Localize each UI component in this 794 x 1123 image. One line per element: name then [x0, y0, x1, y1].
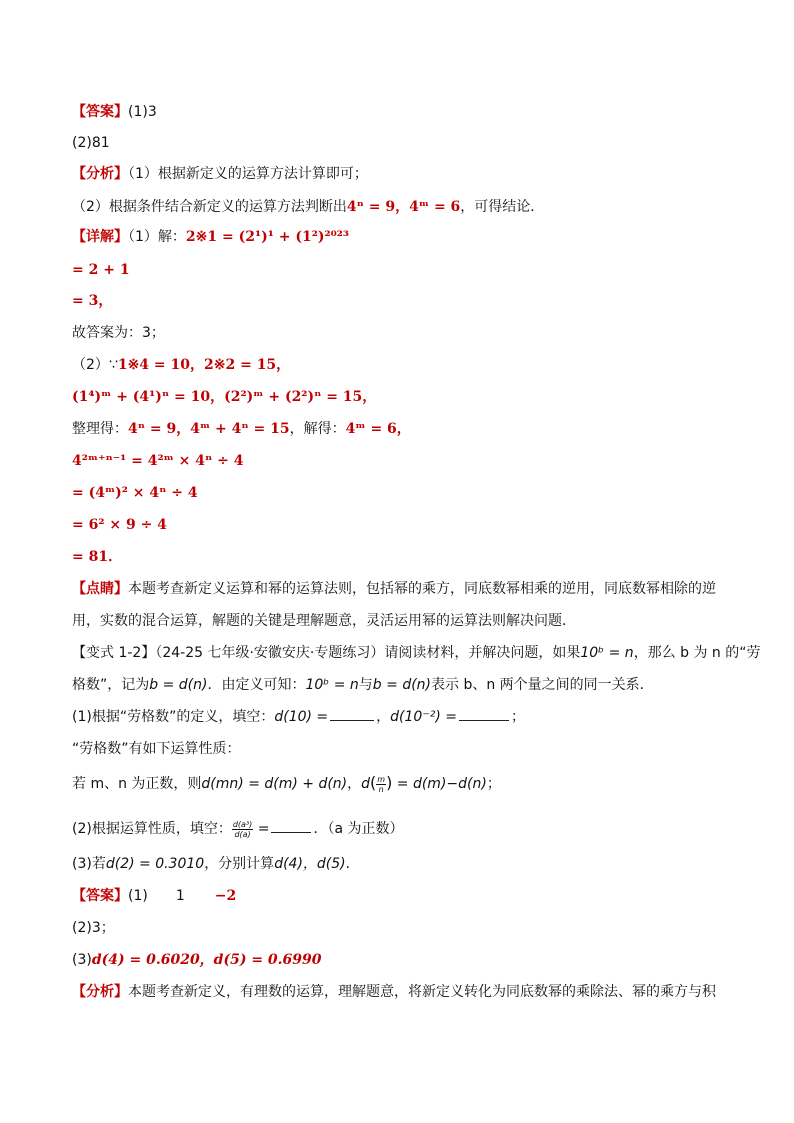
detail-equation: 2※1 = (2¹)¹ + (1²)²⁰²³: [185, 229, 349, 245]
variant-answer-tag: 【答案】: [72, 888, 128, 904]
analysis-2-math: 4ⁿ = 9，4ᵐ = 6: [346, 199, 461, 215]
part2-line-3: [72, 418, 734, 440]
simplify-math: 4ⁿ = 9，4ᵐ + 4ⁿ = 15: [128, 421, 290, 437]
variant-analysis-tag: 【分析】: [72, 984, 128, 1000]
fraction-den: n: [378, 784, 384, 794]
conclusion: 故答案为：3；: [72, 325, 165, 341]
intro2-math-b: b = d(n): [149, 677, 208, 693]
analysis-1: （1）根据新定义的运算方法计算即可；: [128, 166, 368, 182]
part2-equation-2: (1⁴)ᵐ + (4¹)ⁿ = 10，(2²)ᵐ + (2²)ⁿ = 15，: [72, 389, 377, 405]
property-title-line: [72, 738, 734, 760]
variant-analysis-text: 本题考查新定义，有理数的运算，理解题意，将新定义转化为同底数幂的乘除法、幂的乘方与积: [128, 984, 716, 1000]
calc-1: 4²ᵐ⁺ⁿ⁻¹ = 4²ᵐ × 4ⁿ ÷ 4: [72, 453, 244, 469]
q1-blank-1[interactable]: [330, 706, 374, 721]
property-fraction: [376, 775, 386, 794]
q1-math-2: d(10⁻²) =: [390, 709, 457, 725]
q2-text: (2)根据运算性质，填空：: [72, 821, 232, 837]
intro2-text-a: 格数”，记为: [72, 677, 150, 693]
property-line: 若 m、n 为正数，则d(mn) = d(m) + d(n)，d( $\frac{m}{n}$ ) = d(m)−d(n)；: [72, 773, 501, 794]
ans1-value-1: 1: [175, 888, 185, 904]
property-title: “劳格数”有如下运算性质：: [72, 741, 241, 757]
analysis-2-post: ，可得结论．: [460, 199, 545, 215]
property-d: d: [361, 776, 371, 792]
ans1-label: (1): [128, 888, 148, 904]
q2-eq: =: [253, 821, 270, 837]
comment-text-2: 用，实数的混合运算，解题的关键是理解题意，灵活运用幂的运算法则解决问题．: [72, 613, 576, 629]
variant-answer-line-1: [72, 885, 734, 907]
detail-tag: 【详解】: [72, 229, 128, 245]
intro2-text-g: 表示 b、n 两个量之间的同一关系．: [431, 677, 654, 693]
part2-equation: 1※4 = 10，2※2 = 15，: [117, 357, 291, 373]
variant-intro-text-2: ，那么 b 为 n 的“劳: [633, 645, 761, 661]
part2-because: （2）∵: [72, 357, 118, 373]
part2-line-1: [72, 354, 734, 376]
analysis-line-2: [72, 196, 734, 218]
q2-num: d(a³): [232, 819, 253, 829]
variant-analysis-line: [72, 981, 734, 1003]
question-2-line: [72, 818, 734, 840]
q3-text-2: ，分别计算: [204, 856, 275, 872]
calc-3: = 6² × 9 ÷ 4: [72, 517, 167, 533]
q2-den: d(a): [234, 829, 251, 839]
intro2-text-c: ．由定义可知：: [207, 677, 306, 693]
calc-line-3: [72, 514, 734, 536]
detail-line: [72, 226, 734, 248]
property-end: ；: [486, 776, 501, 792]
part2-line-2: [72, 386, 734, 408]
variant-intro-math: 10ᵇ = n: [580, 645, 634, 661]
answer-1: (1)3: [128, 104, 157, 120]
step-line-1: [72, 259, 734, 281]
step-1: = 2 + 1: [72, 262, 130, 278]
variant-intro-text: 请阅读材料，并解决问题，如果: [384, 645, 581, 661]
question-1-line: [72, 706, 734, 728]
conclusion-line: [72, 322, 734, 344]
q2-blank[interactable]: [271, 818, 311, 833]
answer-2: (2)81: [72, 135, 110, 151]
calc-4: = 81．: [72, 549, 123, 565]
property-math-1: d(mn) = d(m) + d(n): [201, 776, 348, 792]
question-3-line: [72, 853, 734, 875]
analysis-2-text: （2）根据条件结合新定义的运算方法判断出: [72, 199, 347, 215]
q1-text: (1)根据“劳格数”的定义，填空：: [72, 709, 275, 725]
calc-line-4: [72, 546, 734, 568]
comment-tag: 【点睛】: [72, 581, 128, 597]
calc-line-2: [72, 482, 734, 504]
answer-tag: 【答案】: [72, 104, 128, 120]
calc-line-1: [72, 450, 734, 472]
q3-math-2: d(4)，d(5): [274, 856, 346, 872]
variant-answer-line-2: [72, 917, 734, 939]
q1-math-1: d(10) =: [274, 709, 329, 725]
intro2-text-e: 与: [358, 677, 373, 693]
property-text: 若 m、n 为正数，则: [72, 776, 202, 792]
analysis-tag: 【分析】: [72, 166, 128, 182]
step-2: = 3，: [72, 293, 113, 309]
calc-2: = (4ᵐ)² × 4ⁿ ÷ 4: [72, 485, 198, 501]
q3-end: ．: [345, 856, 360, 872]
ans3-label: (3): [72, 952, 92, 968]
q1-blank-2[interactable]: [459, 706, 509, 721]
q3-text: (3)若: [72, 856, 106, 872]
intro2-math-f: b = d(n): [372, 677, 431, 693]
detail-intro: （1）解：: [128, 229, 186, 245]
ans2: (2)3；: [72, 920, 115, 936]
comment-line-1: [72, 578, 734, 600]
fraction-num: m: [377, 774, 386, 784]
answer-line-1: [72, 101, 734, 123]
simplify-label: 整理得：: [72, 421, 128, 437]
property-sep: ，: [347, 776, 362, 792]
variant-intro-line-1: [72, 642, 761, 664]
ans1-value-2: −2: [214, 888, 237, 904]
variant-intro-line-2: [72, 674, 734, 696]
solve-label: ，解得：: [289, 421, 346, 437]
comment-text-1: 本题考查新定义运算和幂的运算法则，包括幂的乘方，同底数幂相乘的逆用，同底数幂相除的逆: [128, 581, 716, 597]
variant-tag: 【变式 1-2】: [72, 645, 156, 661]
property-math-2: = d(m)−d(n): [392, 776, 487, 792]
q2-fraction: [232, 820, 253, 839]
solve-math: 4ᵐ = 6，: [345, 421, 411, 437]
answer-line-2: [72, 132, 734, 154]
q3-math-1: d(2) = 0.3010: [105, 856, 205, 872]
variant-source: （24-25 七年级·安徽安庆·专题练习）: [155, 645, 385, 661]
ans3: d(4) = 0.6020，d(5) = 0.6990: [91, 952, 322, 968]
q1-end: ；: [510, 709, 525, 725]
analysis-line-1: [72, 163, 734, 185]
intro2-math-d: 10ᵇ = n: [305, 677, 359, 693]
step-line-2: [72, 290, 734, 312]
q1-sep: ，: [376, 709, 391, 725]
comment-line-2: [72, 610, 734, 632]
q2-end: ．（a 为正数）: [313, 821, 404, 837]
variant-answer-line-3: [72, 949, 734, 971]
